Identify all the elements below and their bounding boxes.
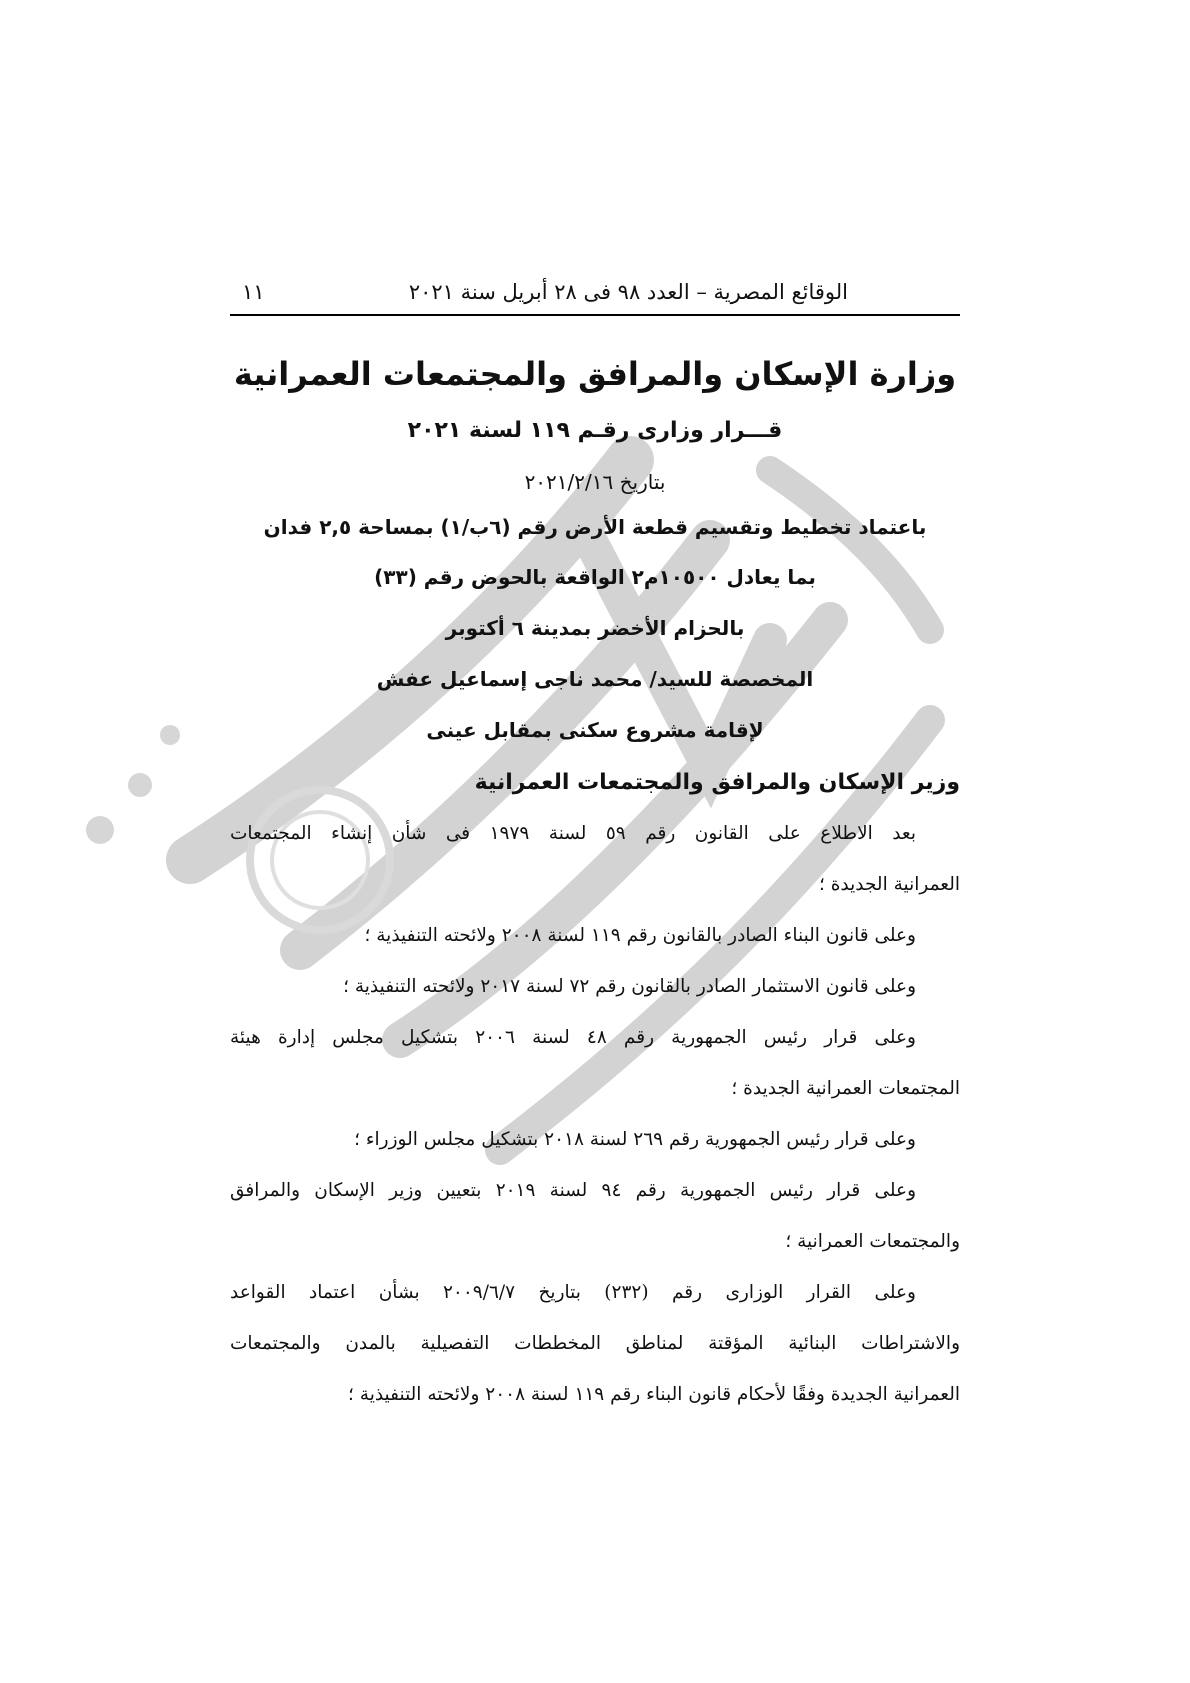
preamble-line: العمرانية الجديدة وفقًا لأحكام قانون البناء رقم ١١٩ لسنة ٢٠٠٨ ولائحته التنفيذية ؛ [348, 1384, 960, 1405]
preamble-line: والاشتراطات البنائية المؤقتة لمناطق المخططات التفصيلية بالمدن والمجتمعات [230, 1333, 960, 1354]
preamble-line: وعلى قانون الاستثمار الصادر بالقانون رقم ٧٢ لسنة ٢٠١٧ ولائحته التنفيذية ؛ [343, 976, 916, 997]
decree-title: قـــرار وزارى رقـم ١١٩ لسنة ٢٠٢١ [407, 418, 783, 443]
preamble-line: العمرانية الجديدة ؛ [818, 874, 960, 895]
page-header [230, 270, 960, 316]
decree-subject-line: باعتماد تخطيط وتقسيم قطعة الأرض رقم (٦ب/١) بمساحة ٢,٥ فدان [263, 515, 927, 539]
decree-preamble [230, 808, 960, 1420]
preamble-line: وعلى قانون البناء الصادر بالقانون رقم ١١٩ لسنة ٢٠٠٨ ولائحته التنفيذية ؛ [364, 925, 916, 946]
page-number: ١١ [242, 280, 265, 304]
preamble-line: والمجتمعات العمرانية ؛ [785, 1231, 960, 1252]
gazette-page [230, 0, 960, 1683]
ministry-title: وزارة الإسكان والمرافق والمجتمعات العمرانية [233, 355, 957, 393]
preamble-line: وعلى قرار رئيس الجمهورية رقم ٩٤ لسنة ٢٠١٩ بتعيين وزير الإسكان والمرافق [230, 1180, 917, 1201]
preamble-line: بعد الاطلاع على القانون رقم ٥٩ لسنة ١٩٧٩ فى شأن إنشاء المجتمعات [230, 823, 916, 844]
preamble-line: وعلى قرار رئيس الجمهورية رقم ٢٦٩ لسنة ٢٠١٨ بتشكيل مجلس الوزراء ؛ [354, 1129, 916, 1150]
decree-date: بتاريخ ٢٠٢١/٢/١٦ [524, 470, 666, 494]
decree-subject-line: بما يعادل ١٠٥٠٠م٢ الواقعة بالحوض رقم (٣٣) [374, 565, 816, 589]
preamble-line: وعلى قرار رئيس الجمهورية رقم ٤٨ لسنة ٢٠٠٦ بتشكيل مجلس إدارة هيئة [230, 1027, 916, 1048]
decree-subject-line: لإقامة مشروع سكنى بمقابل عينى [426, 718, 764, 742]
decree-subject-line: المخصصة للسيد/ محمد ناجى إسماعيل عفش [376, 667, 814, 691]
decree-subject-line: بالحزام الأخضر بمدينة ٦ أكتوبر [445, 616, 745, 640]
preamble-line: المجتمعات العمرانية الجديدة ؛ [731, 1078, 960, 1099]
gazette-issue-line: الوقائع المصرية – العدد ٩٨ فى ٢٨ أبريل سنة ٢٠٢١ [408, 280, 848, 304]
preamble-line: وعلى القرار الوزارى رقم (٢٣٢) بتاريخ ٢٠٠٩/٦/٧ بشأن اعتماد القواعد [230, 1282, 916, 1303]
minister-title: وزير الإسكان والمرافق والمجتمعات العمرانية [474, 770, 960, 795]
